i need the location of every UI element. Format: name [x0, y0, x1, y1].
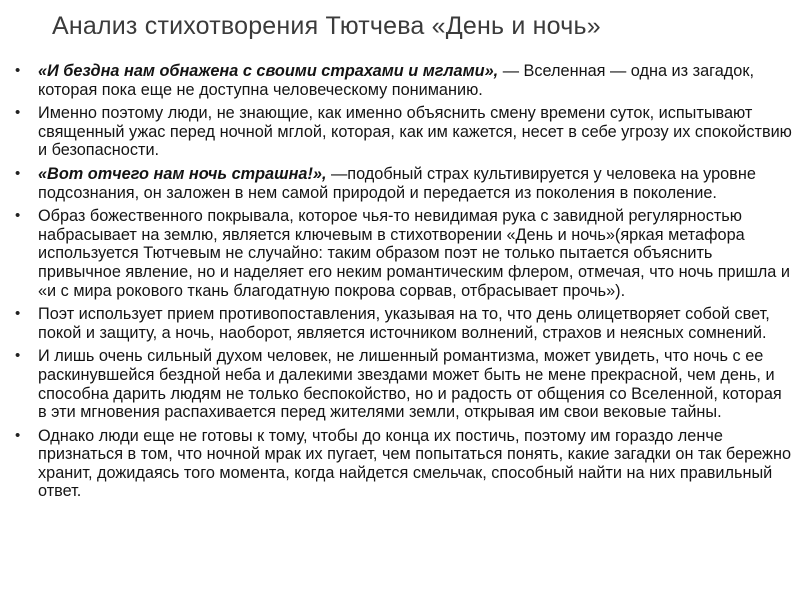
bullet-item [14, 104, 794, 160]
bullet-dot-icon: • [15, 305, 21, 323]
bullet-text: Поэт использует прием противопоставления, указывая на то, что день олицетворяет собой свет, покой и защиту, а ночь, наоборот, является источником волнений, страхов и неясных сомнений. [38, 305, 770, 342]
bullet-text: Именно поэтому люди, не знающие, как именно объяснить смену времени суток, испытывают священный ужас перед ночной мглой, которая, как им кажется, несет в себе угрозу их спокойствию и безопасности. [38, 104, 792, 160]
bullet-quote: «И бездна нам обнажена с своими страхами и мглами», [38, 62, 499, 80]
bullet-quote: «Вот отчего нам ночь страшна!», [38, 164, 327, 183]
bullet-dot-icon: • [15, 347, 21, 365]
bullet-dot-icon: • [15, 104, 21, 122]
bullet-text: —подобный страх культивируется у человека на уровне подсознания, он заложен в нем самой природой и передается из поколения в поколение. [38, 164, 756, 202]
bullet-dot-icon: • [15, 164, 21, 182]
bullet-dot-icon: • [15, 207, 21, 225]
bullet-list [14, 62, 794, 506]
bullet-item [14, 347, 794, 421]
bullet-item [14, 305, 794, 342]
bullet-text: Однако люди еще не готовы к тому, чтобы до конца их постичь, поэтому им гораздо ленче признаться в том, что ночной мрак их пугает, чем попытаться понять, какие загадки он так бережно хранит, дожидаясь того момента, когда найдется смельчак, способный найти на них правильный ответ. [38, 426, 791, 501]
bullet-dot-icon: • [15, 426, 21, 444]
slide-title: Анализ стихотворения Тютчева «День и ночь» [52, 12, 601, 40]
bullet-item [14, 427, 794, 501]
bullet-dot-icon: • [15, 62, 21, 79]
bullet-text: Образ божественного покрывала, которое чья-то невидимая рука с завидной регулярностью набрасывает на землю, является ключевым в стихотворении «День и ночь»(яркая метафора используется Тютчевым не случайно: таким образом поэт не только пытается объяснить привычное явление, но и наделяет его неким романтическим флером, отмечая, что ночь пришла и «и с мира рокового ткань благодатную покрова сорвав, отбрасывает прочь»). [38, 207, 790, 300]
bullet-text: И лишь очень сильный духом человек, не лишенный романтизма, может увидеть, что ночь с ее раскинувшейся бездной неба и далекими звездами может быть не мене прекрасной, чем день, и способна дарить людям не только беспокойство, но и радость от общения со Вселенной, которая в эти мгновения распахивается перед жителями земли, открывая им свои вековые тайны. [38, 347, 782, 422]
bullet-item [14, 165, 794, 202]
bullet-item [14, 207, 794, 300]
bullet-text: — Вселенная — одна из загадок, которая пока еще не доступна человеческому пониманию. [38, 62, 754, 99]
bullet-item [14, 62, 794, 99]
